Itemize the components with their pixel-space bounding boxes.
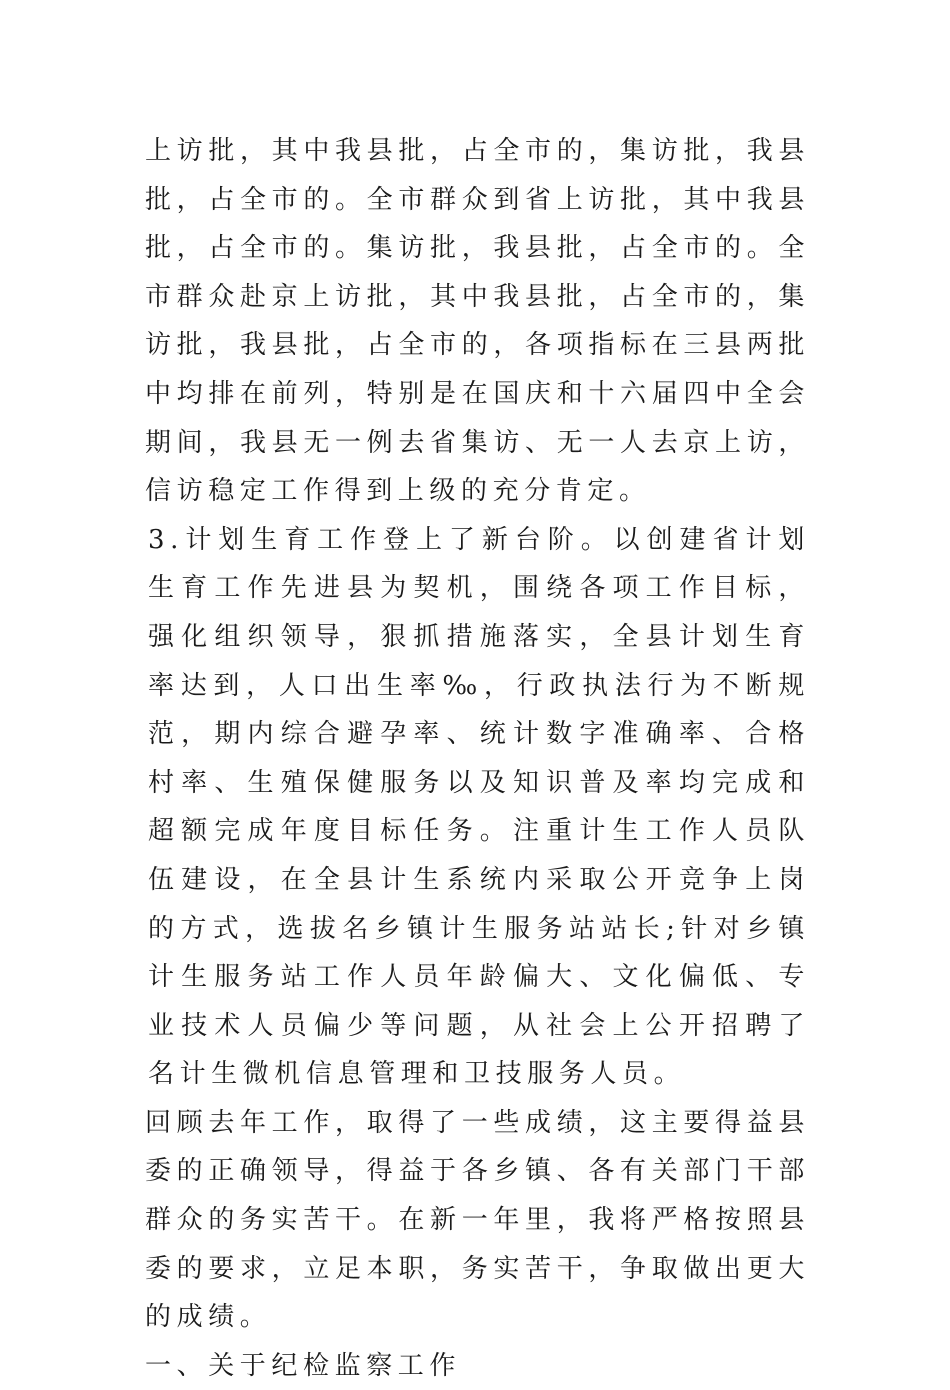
paragraph-petition-statistics: 上访批，其中我县批，占全市的，集访批，我县批，占全市的。全市群众到省上访批，其中我县批，占全市的。集访批，我县批，占全市的。全市群众赴京上访批，其中我县批，占全市的，集访批，我县批，占全市的，各项指标在三县两批中均排在前列，特别是在国庆和十六届四中全会期间，我县无一例去省集访、无一人去京上访，信访稳定工作得到上级的充分肯定。 bbox=[145, 136, 810, 507]
paragraph-review-summary: 回顾去年工作，取得了一些成绩，这主要得益县委的正确领导，得益于各乡镇、各有关部门干部群众的务实苦干。在新一年里，我将严格按照县委的要求，立足本职，务实苦干，争取做出更大的成绩。 bbox=[145, 1107, 810, 1333]
paragraph-family-planning: 3.计划生育工作登上了新台阶。以创建省计划生育工作先进县为契机，围绕各项工作目标，强化组织领导，狠抓措施落实，全县计划生育率达到，人口出生率‰，行政执法行为不断规范，期内综合避孕率、统计数字准确率、合格村率、生殖保健服务以及知识普及率均完成和超额完成年度目标任务。注重计生工作人员队伍建设，在全县计生系统内采取公开竞争上岗的方式，选拔名乡镇计生服务站站长;针对乡镇计生服务站工作人员年龄偏大、文化偏低、专业技术人员偏少等问题，从社会上公开招聘了名计生微机信息管理和卫技服务人员。 bbox=[148, 524, 810, 1090]
document-body bbox=[145, 127, 810, 1390]
section-heading-discipline-inspection: 一、关于纪检监察工作 bbox=[145, 1350, 462, 1381]
